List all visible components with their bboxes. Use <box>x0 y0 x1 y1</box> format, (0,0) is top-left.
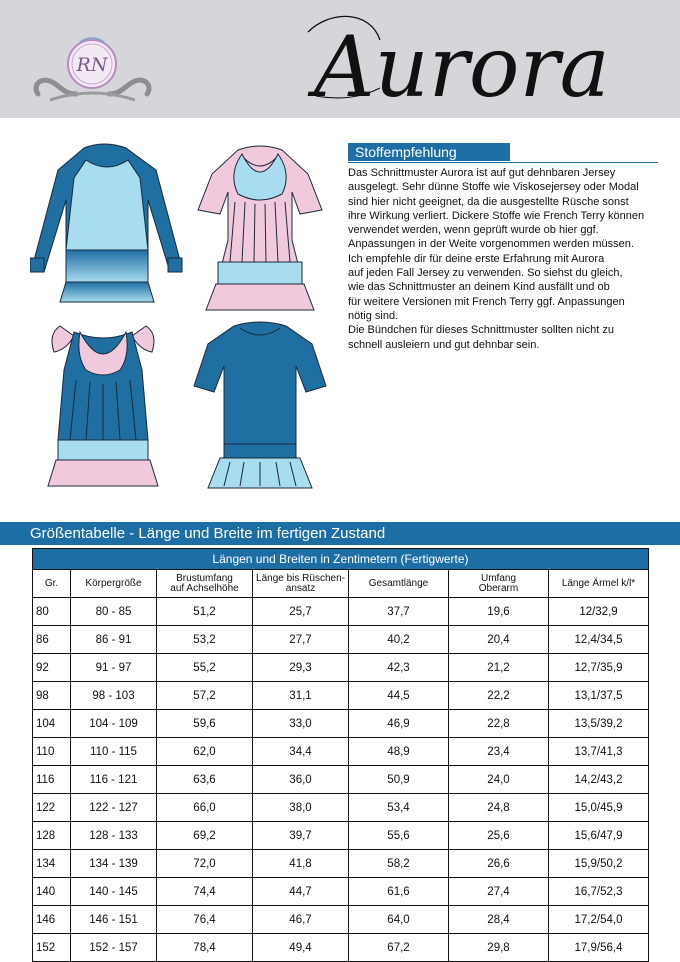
table-cell: 24,8 <box>449 794 549 822</box>
table-cell: 42,3 <box>349 654 449 682</box>
column-header: Länge Ärmel k/l* <box>549 570 649 598</box>
fabric-heading: Stoffempfehlung <box>348 143 510 161</box>
column-header: Gr. <box>33 570 71 598</box>
table-cell: 122 <box>33 794 71 822</box>
table-cell: 53,2 <box>157 626 253 654</box>
table-row <box>33 766 649 794</box>
table-cell: 59,6 <box>157 710 253 738</box>
table-cell: 61,6 <box>349 878 449 906</box>
table-cell: 140 - 145 <box>71 878 157 906</box>
table-cell: 39,7 <box>253 822 349 850</box>
table-cell: 57,2 <box>157 682 253 710</box>
table-cell: 116 - 121 <box>71 766 157 794</box>
table-cell: 15,0/45,9 <box>549 794 649 822</box>
table-cell: 28,4 <box>449 906 549 934</box>
table-row <box>33 682 649 710</box>
fabric-line: Die Bündchen für dieses Schnittmuster sollten nicht zu <box>348 324 614 337</box>
table-cell: 17,2/54,0 <box>549 906 649 934</box>
table-cell: 58,2 <box>349 850 449 878</box>
table-cell: 72,0 <box>157 850 253 878</box>
fabric-line: nötig sind. <box>348 309 399 322</box>
logo-letters: RN <box>76 54 108 76</box>
table-cell: 13,1/37,5 <box>549 682 649 710</box>
table-cell: 38,0 <box>253 794 349 822</box>
table-cell: 15,9/50,2 <box>549 850 649 878</box>
table-cell: 140 <box>33 878 71 906</box>
table-caption-row <box>33 549 649 570</box>
column-header: Umfang Oberarm <box>449 570 549 598</box>
fabric-divider <box>348 162 658 163</box>
table-cell: 46,9 <box>349 710 449 738</box>
fabric-line: Das Schnittmuster Aurora ist auf gut dehnbaren Jersey <box>348 167 616 179</box>
table-cell: 14,2/43,2 <box>549 766 649 794</box>
table-cell: 53,4 <box>349 794 449 822</box>
table-cell: 55,2 <box>157 654 253 682</box>
table-row <box>33 626 649 654</box>
table-row <box>33 738 649 766</box>
table-cell: 44,5 <box>349 682 449 710</box>
table-cell: 110 - 115 <box>71 738 157 766</box>
table-cell: 128 - 133 <box>71 822 157 850</box>
fabric-line: verwendet werden, wenn geprüft wurde ob hier ggf. <box>348 224 599 237</box>
table-cell: 20,4 <box>449 626 549 654</box>
table-cell: 74,4 <box>157 878 253 906</box>
fabric-line: auf jeden Fall Jersey zu verwenden. So siehst du gleich, <box>348 267 623 280</box>
brand-logo <box>30 28 155 110</box>
table-caption: Längen und Breiten in Zentimetern (Fertigwerte) <box>33 549 649 570</box>
table-cell: 92 <box>33 654 71 682</box>
table-cell: 86 - 91 <box>71 626 157 654</box>
table-cell: 23,4 <box>449 738 549 766</box>
fabric-line: Anpassungen in der Weite vorgenommen werden müssen. <box>348 238 634 251</box>
table-cell: 24,0 <box>449 766 549 794</box>
table-header-row <box>33 570 649 598</box>
table-row <box>33 598 649 626</box>
table-cell: 29,3 <box>253 654 349 682</box>
fabric-line: wie das Schnittmuster an deinem Kind ausfällt und ob <box>348 281 610 294</box>
table-row <box>33 934 649 962</box>
table-cell: 12/32,9 <box>549 598 649 626</box>
fabric-line: Ich empfehle dir für deine erste Erfahrung mit Aurora <box>348 252 605 265</box>
table-cell: 91 - 97 <box>71 654 157 682</box>
table-cell: 37,7 <box>349 598 449 626</box>
table-cell: 152 - 157 <box>71 934 157 962</box>
table-cell: 116 <box>33 766 71 794</box>
table-cell: 22,2 <box>449 682 549 710</box>
dress-ruffle-straps <box>48 326 158 486</box>
table-cell: 49,4 <box>253 934 349 962</box>
title-script <box>300 0 680 118</box>
column-header: Körpergröße <box>71 570 157 598</box>
table-cell: 146 <box>33 906 71 934</box>
table-cell: 13,7/41,3 <box>549 738 649 766</box>
table-cell: 33,0 <box>253 710 349 738</box>
table-cell: 128 <box>33 822 71 850</box>
table-cell: 122 - 127 <box>71 794 157 822</box>
table-cell: 98 - 103 <box>71 682 157 710</box>
table-cell: 36,0 <box>253 766 349 794</box>
table-cell: 31,1 <box>253 682 349 710</box>
dress-short-sleeve <box>194 322 326 488</box>
table-cell: 80 - 85 <box>71 598 157 626</box>
table-row <box>33 906 649 934</box>
table-cell: 51,2 <box>157 598 253 626</box>
table-row <box>33 710 649 738</box>
table-cell: 29,8 <box>449 934 549 962</box>
dress-long-sleeve <box>30 144 182 302</box>
table-cell: 19,6 <box>449 598 549 626</box>
table-cell: 86 <box>33 626 71 654</box>
fabric-line: schnell ausleiern und gut dehnbar sein. <box>348 338 540 351</box>
size-table-title: Größentabelle - Länge und Breite im fertigen Zustand <box>30 525 386 542</box>
fabric-line: ihre Wirkung verliert. Dickere Stoffe wie French Terry können <box>348 209 645 222</box>
table-row <box>33 878 649 906</box>
table-cell: 64,0 <box>349 906 449 934</box>
table-row <box>33 850 649 878</box>
table-cell: 12,4/34,5 <box>549 626 649 654</box>
fabric-text <box>348 166 673 352</box>
table-cell: 44,7 <box>253 878 349 906</box>
table-cell: 27,7 <box>253 626 349 654</box>
table-cell: 76,4 <box>157 906 253 934</box>
table-cell: 69,2 <box>157 822 253 850</box>
table-cell: 78,4 <box>157 934 253 962</box>
fabric-line: ausgelegt. Sehr dünne Stoffe wie Viskosejersey oder Modal <box>348 181 639 194</box>
table-cell: 25,7 <box>253 598 349 626</box>
table-cell: 48,9 <box>349 738 449 766</box>
table-cell: 152 <box>33 934 71 962</box>
table-cell: 110 <box>33 738 71 766</box>
table-cell: 25,6 <box>449 822 549 850</box>
table-cell: 55,6 <box>349 822 449 850</box>
size-table <box>32 548 649 962</box>
table-row <box>33 794 649 822</box>
table-cell: 41,8 <box>253 850 349 878</box>
table-cell: 62,0 <box>157 738 253 766</box>
column-header: Länge bis Rüschen- ansatz <box>253 570 349 598</box>
table-cell: 13,5/39,2 <box>549 710 649 738</box>
table-row <box>33 654 649 682</box>
table-cell: 104 <box>33 710 71 738</box>
table-cell: 17,9/56,4 <box>549 934 649 962</box>
table-cell: 16,7/52,3 <box>549 878 649 906</box>
dress-puff-sleeve <box>198 146 322 310</box>
table-cell: 66,0 <box>157 794 253 822</box>
table-cell: 98 <box>33 682 71 710</box>
table-cell: 40,2 <box>349 626 449 654</box>
table-cell: 22,8 <box>449 710 549 738</box>
table-cell: 50,9 <box>349 766 449 794</box>
table-cell: 80 <box>33 598 71 626</box>
fabric-line: sind hier nicht geeignet, da die ausgestellte Rüsche sonst <box>348 195 629 208</box>
table-row <box>33 822 649 850</box>
column-header: Gesamtlänge <box>349 570 449 598</box>
table-body <box>33 598 649 962</box>
table-cell: 134 - 139 <box>71 850 157 878</box>
table-cell: 146 - 151 <box>71 906 157 934</box>
table-cell: 134 <box>33 850 71 878</box>
table-cell: 46,7 <box>253 906 349 934</box>
dress-illustrations <box>30 130 350 510</box>
table-cell: 26,6 <box>449 850 549 878</box>
table-cell: 63,6 <box>157 766 253 794</box>
column-header: Brustumfang auf Achselhöhe <box>157 570 253 598</box>
table-cell: 12,7/35,9 <box>549 654 649 682</box>
size-table-heading <box>0 522 680 545</box>
table-cell: 67,2 <box>349 934 449 962</box>
table-cell: 104 - 109 <box>71 710 157 738</box>
fabric-line: für weitere Versionen mit French Terry ggf. Anpassungen <box>348 295 625 308</box>
table-cell: 15,6/47,9 <box>549 822 649 850</box>
table-cell: 27,4 <box>449 878 549 906</box>
page-title: Aurora <box>314 18 610 116</box>
table-cell: 21,2 <box>449 654 549 682</box>
table-cell: 34,4 <box>253 738 349 766</box>
